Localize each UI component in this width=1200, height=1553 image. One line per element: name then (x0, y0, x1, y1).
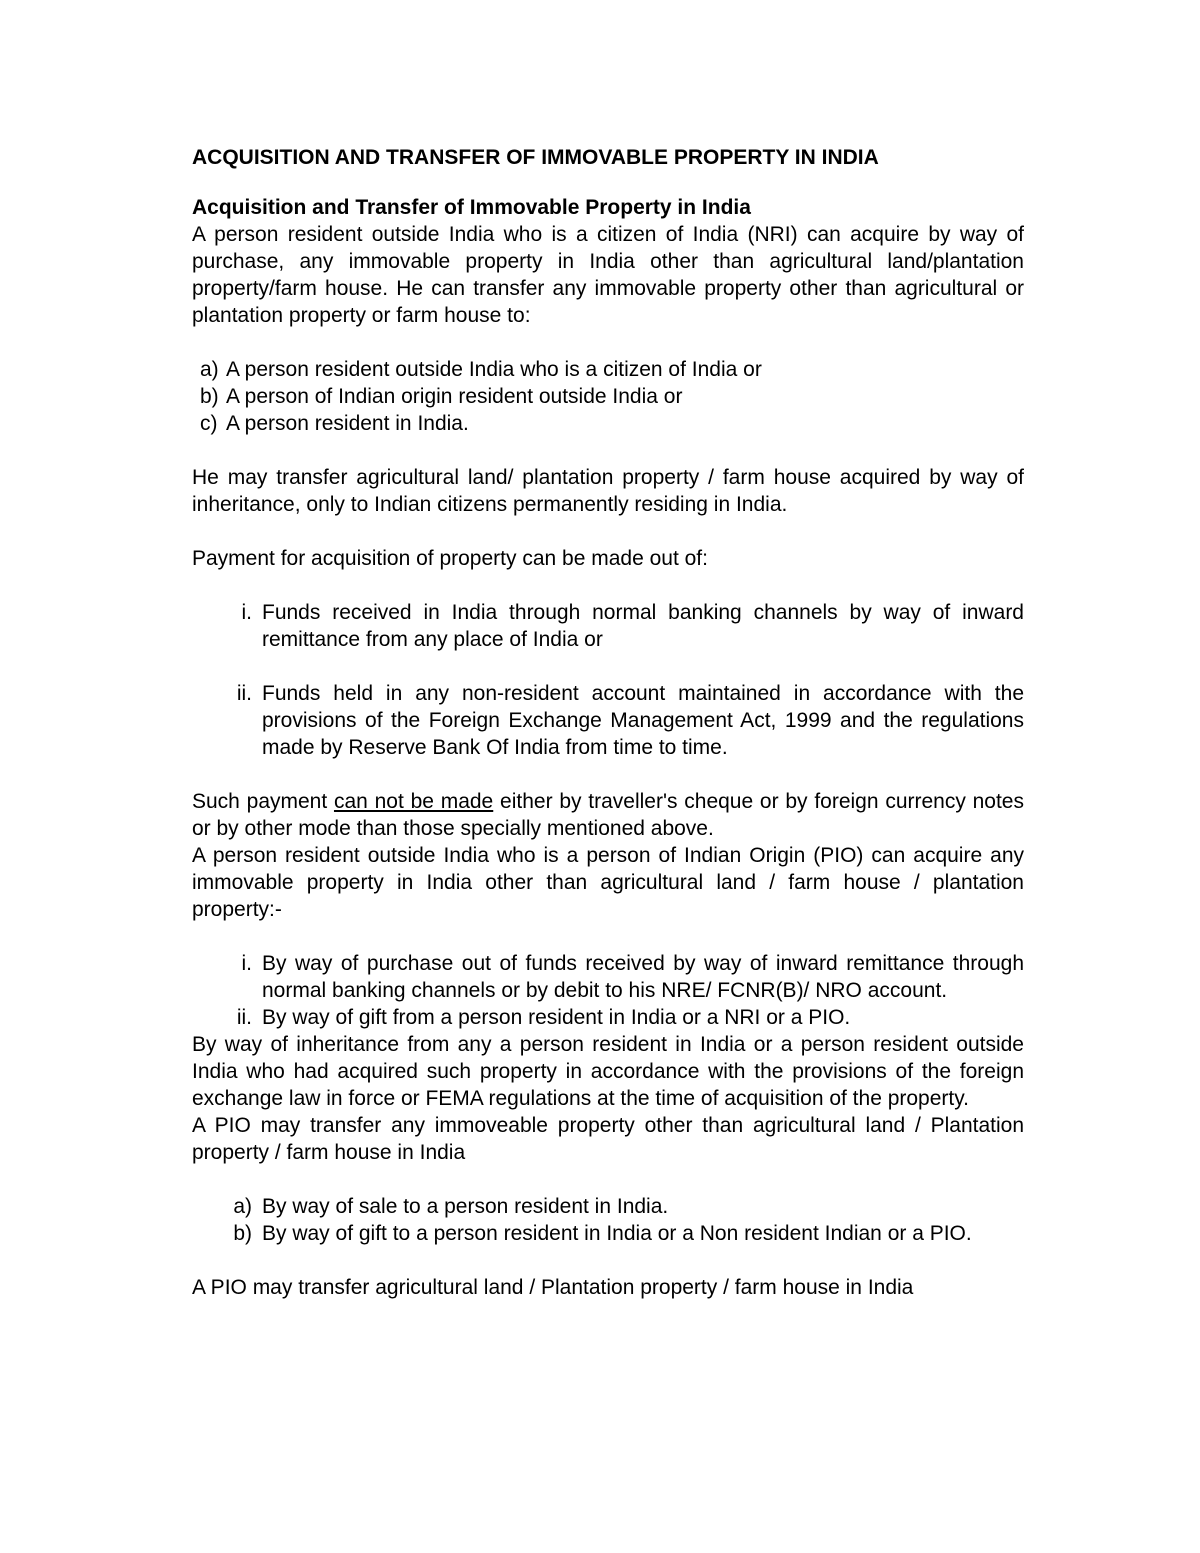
list-marker: i. (241, 952, 252, 975)
text-run: Such payment (192, 790, 334, 813)
list-item-text: A person resident in India. (226, 412, 469, 435)
list-marker: i. (241, 601, 252, 624)
list-item-text: By way of purchase out of funds received by way of inward remittance through normal banking channels or by debit to his NRE/ FCNR(B)/ NRO account. (262, 952, 1024, 1002)
list-item-text: By way of gift to a person resident in India or a Non resident Indian or a PIO. (262, 1222, 972, 1245)
paragraph-nri-acquire: A person resident outside India who is a citizen of India (NRI) can acquire by way of purchase, any immovable property in India other than agricultural land/plantation property/farm house. He can transfer any immovable property other than agricultural or plantation property or farm house to: (192, 223, 1024, 327)
list-marker: b) (200, 385, 219, 408)
document-page (192, 138, 1024, 1301)
paragraph-payment-restriction (192, 788, 1024, 842)
list-item-text: A person resident outside India who is a citizen of India or (226, 358, 762, 381)
paragraph-pio-inheritance: By way of inheritance from any a person resident in India or a person resident outside India who had acquired such property in accordance with the provisions of the foreign exchange law in force or FEMA regulations at the time of acquisition of the property. (192, 1033, 1024, 1110)
paragraph-inheritance-transfer: He may transfer agricultural land/ plantation property / farm house acquired by way of inheritance, only to Indian citizens permanently residing in India. (192, 466, 1024, 516)
list-marker: b) (233, 1222, 252, 1245)
list-item (192, 950, 1024, 1004)
list-item (192, 1193, 1024, 1220)
list-marker: a) (200, 358, 219, 381)
list-item-text: A person of Indian origin resident outside India or (226, 385, 683, 408)
list-marker: c) (200, 412, 218, 435)
list-item (192, 383, 1024, 410)
underlined-text: can not be made (333, 790, 494, 813)
document-title: ACQUISITION AND TRANSFER OF IMMOVABLE PROPERTY IN INDIA (192, 146, 879, 169)
list-item (192, 1220, 1024, 1247)
pio-transfer-list (192, 1193, 1024, 1247)
list-item (192, 356, 1024, 383)
paragraph-pio-agricultural: A PIO may transfer agricultural land / Plantation property / farm house in India (192, 1276, 914, 1299)
paragraph-payment-intro: Payment for acquisition of property can be made out of: (192, 547, 708, 570)
list-marker: a) (233, 1195, 252, 1218)
list-item-text: Funds held in any non-resident account maintained in accordance with the provisions of the Foreign Exchange Management Act, 1999 and the regulations made by Reserve Bank Of India from time to time. (262, 682, 1024, 759)
paragraph-pio-acquire: A person resident outside India who is a person of Indian Origin (PIO) can acquire any immovable property in India other than agricultural land / farm house / plantation property:- (192, 844, 1024, 921)
paragraph-pio-transfer: A PIO may transfer any immoveable property other than agricultural land / Plantation property / farm house in India (192, 1114, 1024, 1164)
transferee-list (192, 356, 1024, 437)
list-item (192, 599, 1024, 653)
list-item (192, 1004, 1024, 1031)
text-run: either by traveller's cheque or by foreign currency notes or by other mode than those specially mentioned above. (192, 790, 1024, 840)
list-marker: ii. (236, 682, 252, 705)
list-item-text: By way of sale to a person resident in India. (262, 1195, 669, 1218)
list-marker: ii. (236, 1006, 252, 1029)
pio-acquire-list (192, 950, 1024, 1031)
funds-list (192, 599, 1024, 761)
list-item-text: By way of gift from a person resident in India or a NRI or a PIO. (262, 1006, 851, 1029)
list-item (192, 680, 1024, 761)
list-item-text: Funds received in India through normal banking channels by way of inward remittance from any place of India or (262, 601, 1024, 651)
section-heading: Acquisition and Transfer of Immovable Property in India (192, 196, 751, 219)
list-item (192, 410, 1024, 437)
